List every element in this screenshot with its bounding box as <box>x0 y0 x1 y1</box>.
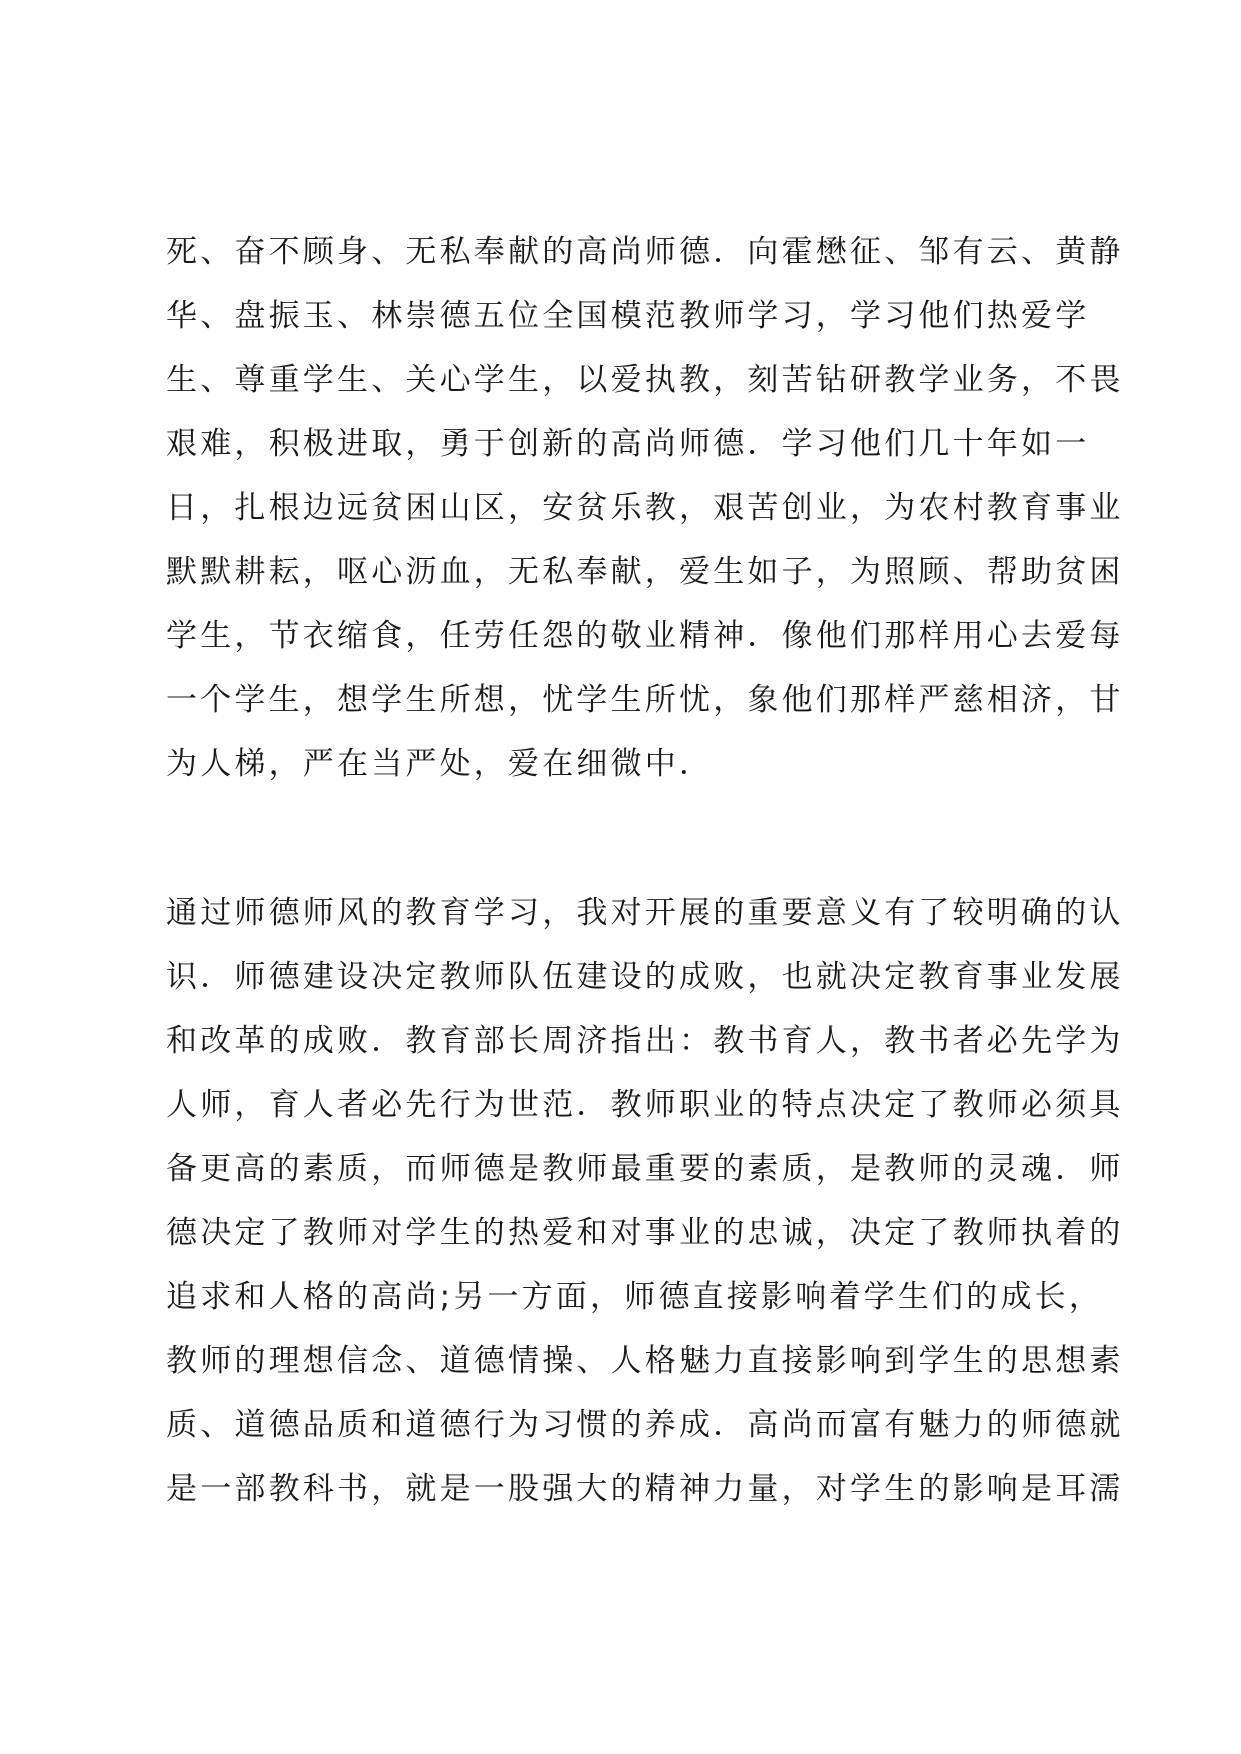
text-line: 日，扎根边远贫困山区，安贫乐教，艰苦创业，为农村教育事业 <box>166 490 1124 526</box>
text-line: 学生，节衣缩食，任劳任怨的敬业精神．像他们那样用心去爱每 <box>166 618 1124 654</box>
text-line: 死、奋不顾身、无私奉献的高尚师德．向霍懋征、邹有云、黄静 <box>166 234 1124 270</box>
text-line: 人师，育人者必先行为世范．教师职业的特点决定了教师必须具 <box>166 1087 1124 1123</box>
text-line: 和改革的成败．教育部长周济指出：教书育人，教书者必先学为 <box>166 1023 1124 1059</box>
text-line: 为人梯，严在当严处，爱在细微中． <box>166 746 714 782</box>
text-line: 华、盘振玉、林崇德五位全国模范教师学习，学习他们热爱学 <box>166 298 1090 334</box>
text-line: 一个学生，想学生所想，忧学生所忧，象他们那样严慈相济，甘 <box>166 682 1124 718</box>
text-line: 备更高的素质，而师德是教师最重要的素质，是教师的灵魂．师 <box>166 1151 1124 1187</box>
text-line: 追求和人格的高尚;另一方面，师德直接影响着学生们的成长， <box>166 1279 1104 1315</box>
text-line: 生、尊重学生、关心学生，以爱执教，刻苦钻研教学业务，不畏 <box>166 362 1124 398</box>
text-line: 识．师德建设决定教师队伍建设的成败，也就决定教育事业发展 <box>166 959 1124 995</box>
text-line: 艰难，积极进取，勇于创新的高尚师德．学习他们几十年如一 <box>166 426 1090 462</box>
text-line: 通过师德师风的教育学习，我对开展的重要意义有了较明确的认 <box>166 895 1124 931</box>
text-line: 质、道德品质和道德行为习惯的养成．高尚而富有魅力的师德就 <box>166 1407 1124 1443</box>
paragraph-2 <box>166 885 1124 1525</box>
text-line: 德决定了教师对学生的热爱和对事业的忠诚，决定了教师执着的 <box>166 1215 1124 1251</box>
text-line: 是一部教科书，就是一股强大的精神力量，对学生的影响是耳濡 <box>166 1471 1124 1507</box>
paragraph-1 <box>166 224 1124 800</box>
text-line: 默默耕耘，呕心沥血，无私奉献，爱生如子，为照顾、帮助贫困 <box>166 554 1124 590</box>
text-line: 教师的理想信念、道德情操、人格魅力直接影响到学生的思想素 <box>166 1343 1124 1379</box>
